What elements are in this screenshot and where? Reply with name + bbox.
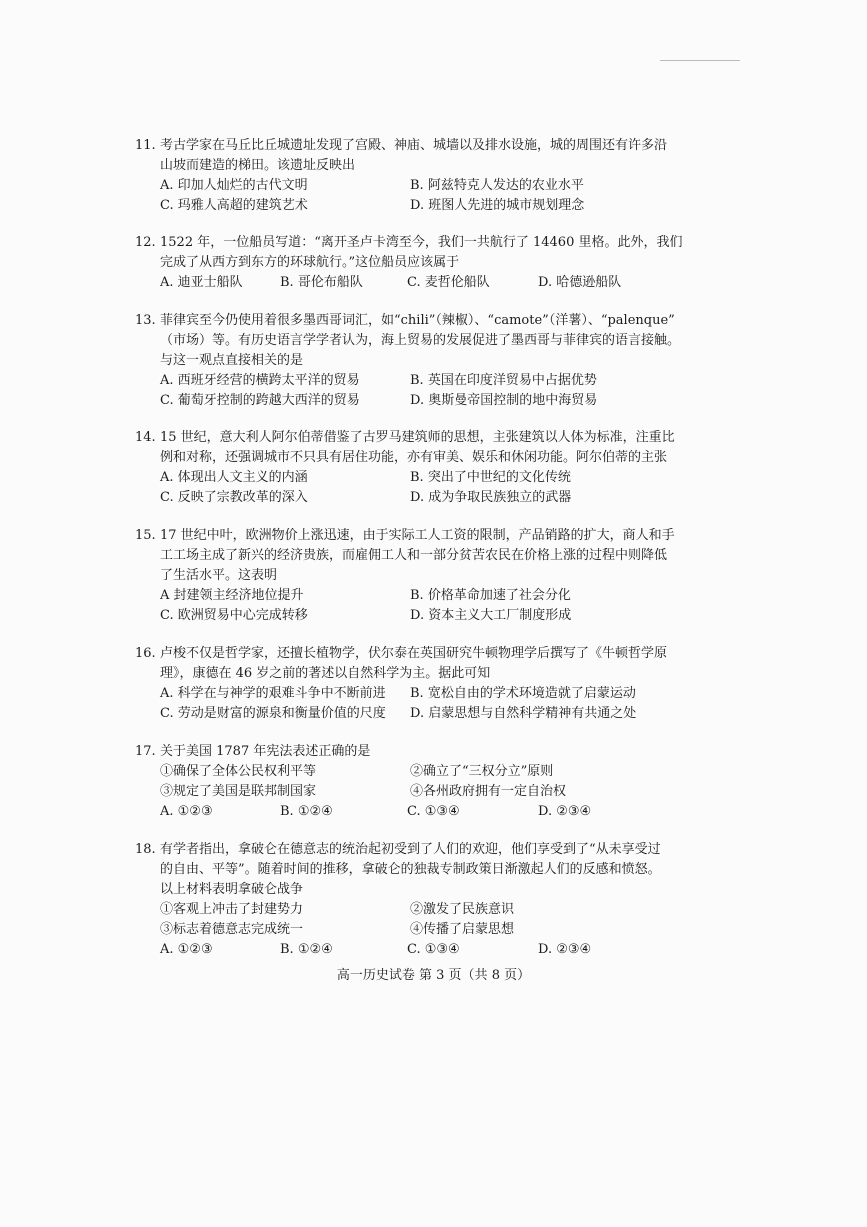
answer-option: A. 印加人灿烂的古代文明 [160,178,308,193]
answer-option: B. 英国在印度洋贸易中占据优势 [410,373,597,388]
answer-option: D. 启蒙思想与自然科学精神有共通之处 [410,706,637,721]
stem-line: 的自由、平等”。随着时间的推移，拿破仑的独裁专制政策日渐激起人们的反感和愤怒。 [160,862,661,877]
answer-option: ②激发了民族意识 [410,902,515,917]
question-17 [135,742,775,822]
answer-option: D. 成为争取民族独立的武器 [410,490,572,505]
answer-option: B. ①②④ [280,942,333,957]
option-row [160,468,775,488]
question-stem [135,428,775,468]
stem-line: 理》，康德在 46 岁之前的著述以自然科学为主。据此可知 [160,666,491,681]
answer-option: B. 价格革命加速了社会分化 [410,588,571,603]
option-row [160,762,775,782]
question-stem [135,136,775,176]
answer-option: D. 奥斯曼帝国控制的地中海贸易 [410,393,598,408]
answer-option: A. ①②③ [160,804,213,819]
answer-option: C. 劳动是财富的源泉和衡量价值的尺度 [160,706,386,721]
option-row [160,920,775,940]
option-row [160,176,775,196]
top-scan-line [660,60,740,61]
option-row [160,940,775,960]
stem-line: 山坡而建造的梯田。该遗址反映出 [160,158,356,173]
answer-option: A. 迪亚士船队 [160,275,243,290]
question-number: 11. [135,138,156,153]
answer-option: C. 葡萄牙控制的跨越大西洋的贸易 [160,393,360,408]
answer-option: ③标志着德意志完成统一 [160,922,304,937]
stem-line: 完成了从西方到东方的环球航行。”这位船员应该属于 [160,255,460,270]
question-15 [135,526,775,626]
question-16 [135,644,775,724]
answer-option: ④传播了启蒙思想 [410,922,515,937]
option-row [160,371,775,391]
stem-line: 与这一观点直接相关的是 [160,353,304,368]
answer-option: ①客观上冲击了封建势力 [160,902,304,917]
question-18 [135,840,775,960]
question-stem [135,644,775,684]
answer-option: ②确立了“三权分立”原则 [410,764,554,779]
option-row [160,391,775,411]
stem-line: 卢梭不仅是哲学家，还擅长植物学，伏尔泰在英国研究牛顿物理学后撰写了《牛顿哲学原 [160,646,668,661]
question-number: 14. [135,430,156,445]
answer-option: ④各州政府拥有一定自治权 [410,784,567,799]
answer-option: A. 体现出人文主义的内涵 [160,470,308,485]
stem-line: 考古学家在马丘比丘城遗址发现了宫殿、神庙、城墙以及排水设施，城的周围还有许多沿 [160,138,668,153]
stem-line: 关于美国 1787 年宪法表述正确的是 [160,744,371,759]
stem-line: 例和对称，还强调城市不只具有居住功能，亦有审美、娱乐和休闲功能。阿尔伯蒂的主张 [160,450,668,465]
answer-option: A. 科学在与神学的艰难斗争中不断前进 [160,686,386,701]
option-row [160,802,775,822]
answer-option: ③规定了美国是联邦制国家 [160,784,317,799]
answer-option: B. 突出了中世纪的文化传统 [410,470,571,485]
option-row [160,586,775,606]
option-row [160,782,775,802]
question-stem [135,840,775,900]
answer-option: B. 宽松自由的学术环境造就了启蒙运动 [410,686,636,701]
answer-option: C. 欧洲贸易中心完成转移 [160,608,308,623]
option-row [160,273,775,293]
question-12 [135,233,775,293]
question-number: 15. [135,528,156,543]
question-13 [135,311,775,411]
answer-option: A. 西班牙经营的横跨太平洋的贸易 [160,373,360,388]
question-number: 12. [135,235,156,250]
stem-line: 1522 年，一位船员写道：“离开圣卢卡湾至今，我们一共航行了 14460 里格。此外，我们 [160,235,683,250]
question-stem [135,526,775,586]
option-row [160,488,775,508]
answer-option: C. 玛雅人高超的建筑艺术 [160,198,308,213]
answer-option: D. ②③④ [538,942,592,957]
answer-option: C. 麦哲伦船队 [407,275,490,290]
stem-line: 工工场主成了新兴的经济贵族，而雇佣工人和一部分贫苦农民在价格上涨的过程中则降低 [160,548,668,563]
option-row [160,704,775,724]
question-stem [135,311,775,371]
answer-option: D. 哈德逊船队 [538,275,622,290]
question-11 [135,136,775,216]
question-14 [135,428,775,508]
stem-line: 了生活水平。这表明 [160,568,278,583]
question-number: 18. [135,842,156,857]
answer-option: D. 资本主义大工厂制度形成 [410,608,572,623]
page-footer: 高一历史试卷 第 3 页（共 8 页） [336,968,531,983]
answer-option: D. 班图人先进的城市规划理念 [410,198,585,213]
stem-line: 17 世纪中叶，欧洲物价上涨迅速，由于实际工人工资的限制，产品销路的扩大，商人和手 [160,528,675,543]
question-number: 16. [135,646,156,661]
question-number: 13. [135,313,156,328]
question-stem [135,233,775,273]
stem-line: 有学者指出，拿破仑在德意志的统治起初受到了人们的欢迎，他们享受到了“从未享受过 [160,842,661,857]
stem-line: （市场）等。有历史语言学学者认为，海上贸易的发展促进了墨西哥与菲律宾的语言接触。 [160,333,681,348]
answer-option: B. 哥伦布船队 [280,275,363,290]
answer-option: A. ①②③ [160,942,213,957]
stem-line: 15 世纪，意大利人阿尔伯蒂借鉴了古罗马建筑师的思想，主张建筑以人体为标准，注重比 [160,430,675,445]
answer-option: B. ①②④ [280,804,333,819]
answer-option: C. ①③④ [407,804,460,819]
answer-option: C. ①③④ [407,942,460,957]
stem-line: 菲律宾至今仍使用着很多墨西哥词汇，如“chili”（辣椒）、“camote”（洋薯）、“palenque” [160,313,675,328]
answer-option: D. ②③④ [538,804,592,819]
option-row [160,900,775,920]
question-number: 17. [135,744,156,759]
option-row [160,606,775,626]
answer-option: C. 反映了宗教改革的深入 [160,490,308,505]
answer-option: A 封建领主经济地位提升 [160,588,304,603]
option-row [160,684,775,704]
stem-line: 以上材料表明拿破仑战争 [160,882,304,897]
answer-option: ①确保了全体公民权利平等 [160,764,317,779]
option-row [160,196,775,216]
question-stem [135,742,775,762]
answer-option: B. 阿兹特克人发达的农业水平 [410,178,584,193]
